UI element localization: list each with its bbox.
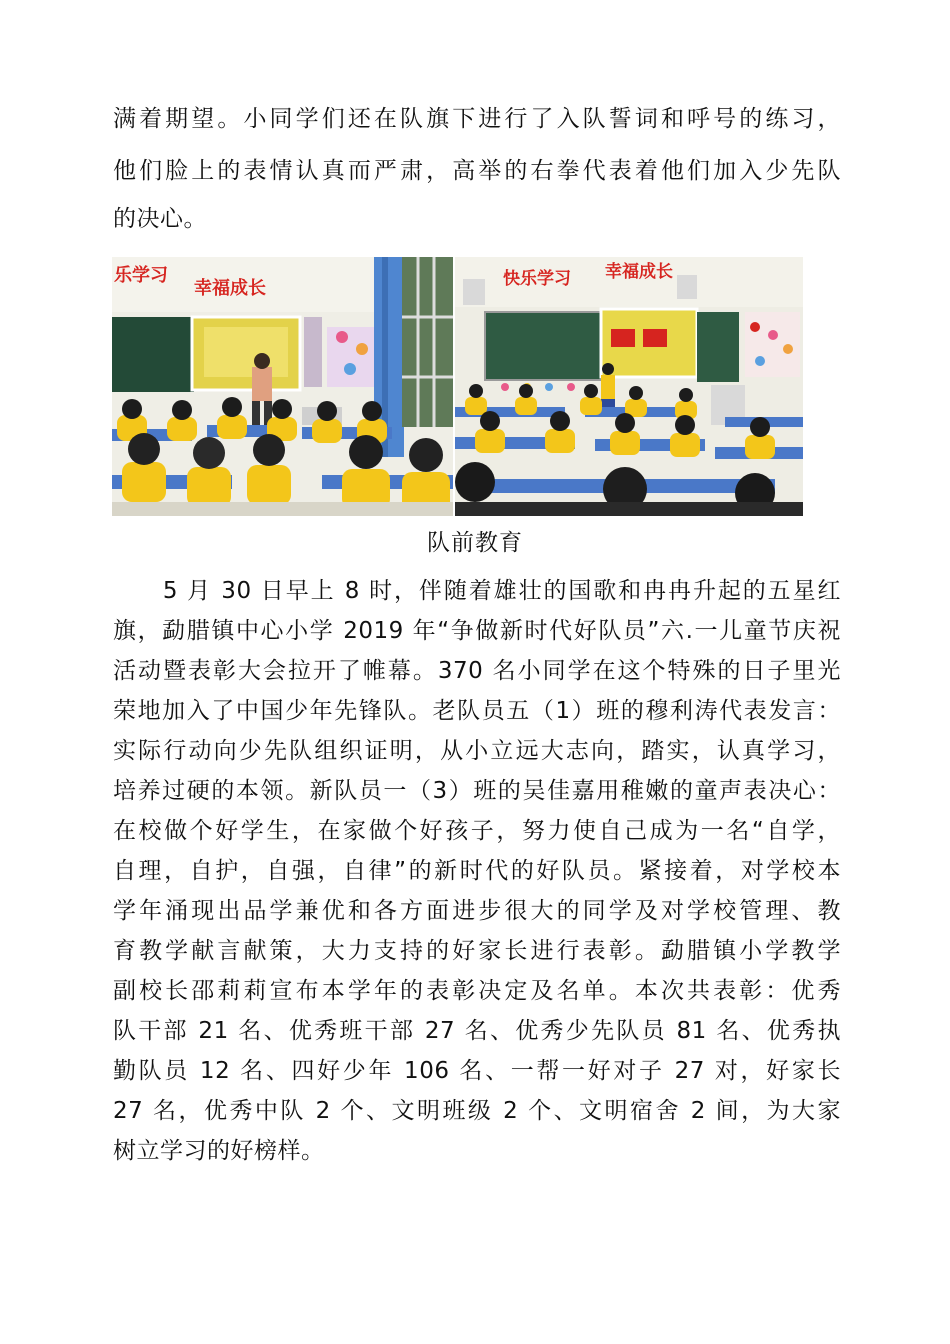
intro-line-2: 他们脸上的表情认真而严肃，高举的右拳代表着他们加入少先队	[113, 158, 841, 184]
right-banner-text-2: 幸福成长	[605, 262, 673, 282]
body-line-9: 学年涌现出品学兼优和各方面进步很大的同学及对学校管理、教	[113, 898, 841, 924]
right-banner-text-1: 快乐学习	[503, 269, 571, 289]
body-line-12: 队干部 21 名、优秀班干部 27 名、优秀少先队员 81 名、优秀执	[113, 1018, 841, 1044]
body-line-11: 副校长邵莉莉宣布本学年的表彰决定及名单。本次共表彰：优秀	[113, 978, 841, 1004]
body-line-5: 实际行动向少先队组织证明，从小立远大志向，踏实，认真学习，	[113, 738, 841, 764]
intro-line-3: 的决心。	[113, 206, 207, 232]
body-line-1: 5 月 30 日早上 8 时，伴随着雄壮的国歌和冉冉升起的五星红	[113, 578, 841, 604]
body-line-10: 育教学献言献策，大力支持的好家长进行表彰。勐腊镇小学教学	[113, 938, 841, 964]
body-line-2: 旗，勐腊镇中心小学 2019 年“争做新时代好队员”六.一儿童节庆祝	[113, 618, 841, 644]
body-line-14: 27 名，优秀中队 2 个、文明班级 2 个、文明宿舍 2 间，为大家	[113, 1098, 842, 1124]
body-line-6: 培养过硬的本领。新队员一（3）班的吴佳嘉用稚嫩的童声表决心：	[113, 778, 841, 804]
body-line-15: 树立学习的好榜样。	[113, 1138, 325, 1164]
photo-caption: 队前教育	[427, 530, 523, 556]
body-line-8: 自理，自护，自强，自律”的新时代的好队员。紧接着，对学校本	[113, 858, 841, 884]
body-line-13: 勤队员 12 名、四好少年 106 名、一帮一好对子 27 对，好家长	[113, 1058, 841, 1084]
intro-line-1: 满着期望。小同学们还在队旗下进行了入队誓词和呼号的练习，	[113, 106, 841, 132]
body-line-7: 在校做个好学生，在家做个好孩子，努力使自己成为一名“自学，	[113, 818, 841, 844]
left-banner-text-2: 幸福成长	[194, 278, 266, 299]
left-banner-text-1: 乐学习	[114, 265, 168, 286]
classroom-photo-right	[455, 257, 803, 516]
body-line-4: 荣地加入了中国少年先锋队。老队员五（1）班的穆利涛代表发言：	[113, 698, 841, 724]
classroom-photo-left	[112, 257, 453, 516]
body-line-3: 活动暨表彰大会拉开了帷幕。370 名小同学在这个特殊的日子里光	[113, 658, 841, 684]
